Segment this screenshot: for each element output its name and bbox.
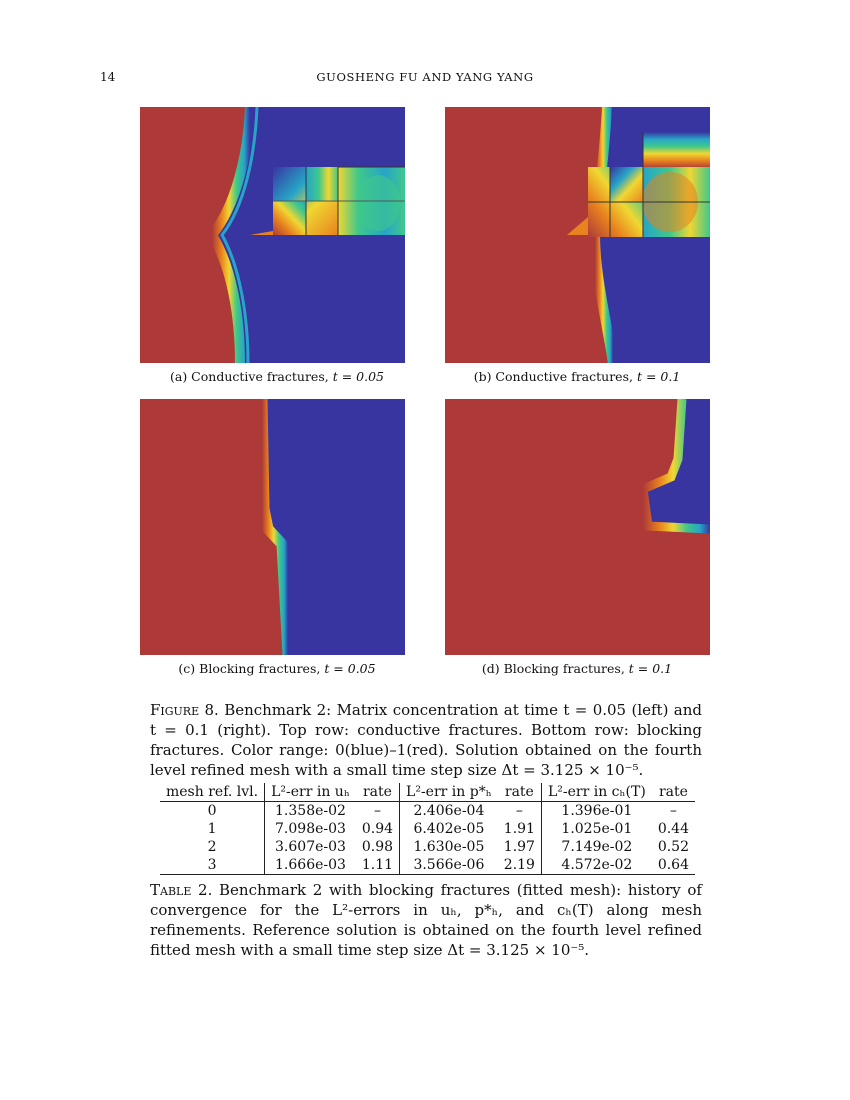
table-cell: 1.91 xyxy=(498,820,542,838)
table-cell: – xyxy=(669,803,677,819)
col-header-u-rate: rate xyxy=(356,783,400,802)
panel-a-conductive-t005 xyxy=(140,107,405,363)
table-caption-prefix: Table 2. xyxy=(150,881,213,899)
table-cell: 7.149e-02 xyxy=(561,839,633,855)
table-cell: 6.402e-05 xyxy=(413,821,485,837)
running-head: GUOSHENG FU AND YANG YANG xyxy=(316,70,534,84)
table-caption xyxy=(150,880,702,960)
table-cell: 1.97 xyxy=(498,838,542,856)
table-cell: – xyxy=(356,802,400,821)
table-cell: 3 xyxy=(160,856,265,875)
table-cell: 1.396e-01 xyxy=(561,803,633,819)
table-cell: 1.666e-03 xyxy=(265,856,356,875)
table-cell: 0.44 xyxy=(657,821,689,837)
table-cell: 0 xyxy=(160,802,265,821)
table-cell: 1.630e-05 xyxy=(413,839,485,855)
table-cell: 0.94 xyxy=(356,820,400,838)
table-cell: 3.607e-03 xyxy=(275,839,346,855)
table-row xyxy=(160,802,695,821)
col-header-u-err: L²-err in uₕ xyxy=(271,784,350,800)
table-cell: 2.19 xyxy=(498,856,542,875)
col-header-mesh: mesh ref. lvl. xyxy=(160,783,265,802)
table-cell: 0.64 xyxy=(652,856,695,875)
table-cell: – xyxy=(498,802,542,821)
table-cell: 0.98 xyxy=(356,838,400,856)
table-row xyxy=(160,838,695,856)
col-header-c-err: L²-err in cₕ(T) xyxy=(547,784,646,800)
convergence-table xyxy=(160,783,695,875)
table-caption-text: Benchmark 2 with blocking fractures (fitted mesh): history of convergence for the L²-errors in uₕ, p*ₕ, and cₕ(T) along mesh refinements. Reference solution is obtained on the fourth level refined fitted mesh with a small time step size Δt = 3.125 × 10⁻⁵. xyxy=(150,881,702,959)
table-cell: 1.025e-01 xyxy=(561,821,633,837)
subcaption-c: (c) Blocking fractures, t = 0.05 xyxy=(178,661,376,676)
table-cell: 2.406e-04 xyxy=(413,803,485,819)
subcaption-b: (b) Conductive fractures, t = 0.1 xyxy=(473,369,681,384)
subcaption-d: (d) Blocking fractures, t = 0.1 xyxy=(481,661,673,676)
table-cell: 4.572e-02 xyxy=(541,856,651,875)
table-cell: 7.098e-03 xyxy=(275,821,346,837)
figure-caption-text: Benchmark 2: Matrix concentration at time t = 0.05 (left) and t = 0.1 (right). Top row: conductive fractures. Bottom row: blocking fractures. Color range: 0(blue)–1(red). Solution obtained on the fourth level refined mesh with a small time step size Δt = 3.125 × 10⁻⁵. xyxy=(150,701,703,779)
table-cell: 1.358e-02 xyxy=(275,803,346,819)
table-cell: 1 xyxy=(160,820,265,838)
panel-c-blocking-t005 xyxy=(140,399,405,655)
table-cell: 2 xyxy=(160,838,265,856)
col-header-c-rate: rate xyxy=(658,784,688,800)
table-row xyxy=(160,856,695,875)
subcaption-a: (a) Conductive fractures, t = 0.05 xyxy=(170,369,384,384)
table-cell: 3.566e-06 xyxy=(400,856,498,875)
table-cell: 1.11 xyxy=(356,856,400,875)
page-number: 14 xyxy=(100,70,116,84)
panel-b-conductive-t01 xyxy=(445,107,710,363)
panel-d-blocking-t01 xyxy=(445,399,710,655)
figure-caption-prefix: Figure 8. xyxy=(150,701,219,719)
figure-caption xyxy=(150,700,702,780)
table-row xyxy=(160,820,695,838)
col-header-p-rate: rate xyxy=(498,783,542,802)
table-cell: 0.52 xyxy=(657,839,689,855)
col-header-p-err: L²-err in p*ₕ xyxy=(406,784,492,800)
